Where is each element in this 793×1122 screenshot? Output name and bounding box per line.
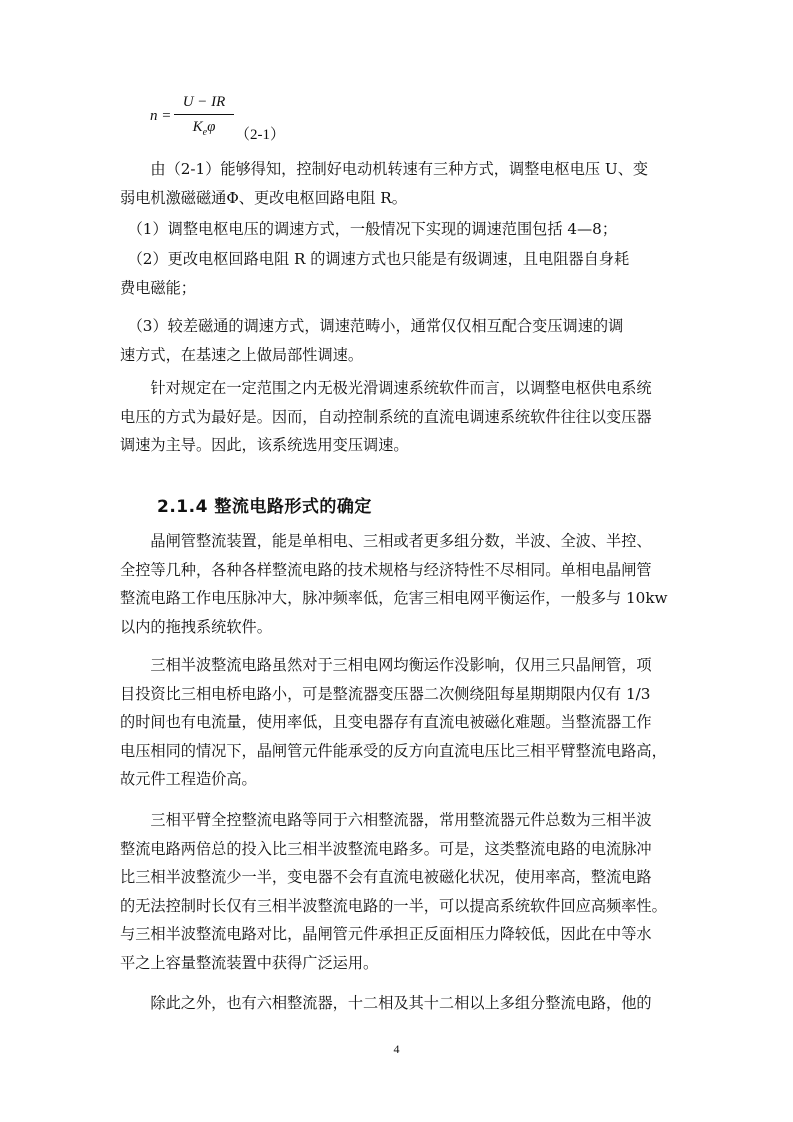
text-line: （3）较差磁通的调速方式，调速范畴小，通常仅仅相互配合变压调速的调 xyxy=(120,317,624,335)
denominator-phi: φ xyxy=(207,119,216,135)
formula-lhs: n = xyxy=(150,108,172,124)
text-line: 针对规定在一定范围之内无极光滑调速系统软件而言，以调整电枢供电系统 xyxy=(120,379,652,397)
text-line: 电压的方式为最好是。因而，自动控制系统的直流电调速系统软件往往以变压器 xyxy=(120,407,652,426)
text-line: 除此之外，也有六相整流器，十二相及其十二相以上多组分整流电路，他的 xyxy=(120,994,652,1012)
text-line: 由（2-1）能够得知，控制好电动机转速有三种方式，调整电枢电压 U、变 xyxy=(120,160,649,178)
text-line: 平之上容量整流装置中获得广泛运用。 xyxy=(120,953,379,972)
text-line: 调速为主导。因此，该系统选用变压调速。 xyxy=(120,436,409,454)
text-line: 速方式，在基速之上做局部性调速。 xyxy=(120,345,363,364)
text-line: 比三相半波整流少一半，变电器不会有直流电被磁化状况，使用率高，整流电路 xyxy=(120,868,652,886)
text-line: 三相平臂全控整流电路等同于六相整流器，常用整流器元件总数为三相半波 xyxy=(120,811,652,829)
paragraph-control-methods xyxy=(120,155,680,212)
text-line: 整流电路两倍总的投入比三相半波整流电路多。可是，这类整流电路的电流脉冲 xyxy=(120,839,652,858)
paragraph-three-phase-half-wave xyxy=(120,651,680,794)
formula-fraction xyxy=(174,93,234,142)
formula-denominator xyxy=(174,118,234,142)
text-line: 全控等几种，各种各样整流电路的技术规格与经济特性不尽相同。单相电晶闸管 xyxy=(120,560,652,579)
denominator-subscript: e xyxy=(202,127,208,138)
text-line: （1）调整电枢电压的调速方式，一般情况下实现的调速范围包括 4—8； xyxy=(120,220,618,238)
text-line: （2）更改电枢回路电阻 R 的调速方式也只能是有级调速，且电阻器自身耗 xyxy=(120,250,630,268)
paragraph-method-2 xyxy=(120,245,680,302)
paragraph-conclusion xyxy=(120,374,680,460)
formula-tag: （2-1） xyxy=(235,127,285,143)
text-line: 费电磁能； xyxy=(120,278,196,297)
text-line: 的时间也有电流量，使用率低，且变电器存有直流电被磁化难题。当整流器工作 xyxy=(120,713,652,731)
text-line: 的无法控制时长仅有三相半波整流电路的一半，可以提高系统软件回应高频率性。 xyxy=(120,896,667,915)
text-line: 三相半波整流电路虽然对于三相电网均衡运作没影响，仅用三只晶闸管，项 xyxy=(120,656,652,674)
fraction-bar xyxy=(174,114,234,115)
page-number: 4 xyxy=(393,1042,400,1056)
paragraph-other-rectifiers xyxy=(120,989,680,1018)
section-heading: 2.1.4 整流电路形式的确定 xyxy=(157,497,372,517)
text-line: 故元件工程造价高。 xyxy=(120,770,257,788)
text-line: 整流电路工作电压脉冲大，脉冲频率低，危害三相电网平衡运作，一般多与 10kw xyxy=(120,589,668,607)
text-line: 晶闸管整流装置，能是单相电、三相或者更多组分数，半波、全波、半控、 xyxy=(120,532,652,550)
denominator-k: K xyxy=(192,119,203,135)
formula-numerator: U − IR xyxy=(182,94,226,110)
text-line: 与三相半波整流电路对比，晶闸管元件承担正反面相压力降较低，因此在中等水 xyxy=(120,925,652,943)
paragraph-method-1 xyxy=(120,215,680,244)
paragraph-method-3 xyxy=(120,312,680,369)
text-line: 弱电机激磁磁通Φ、更改电枢回路电阻 R。 xyxy=(120,188,407,207)
paragraph-thyristor-devices xyxy=(120,527,680,641)
text-line: 电压相同的情况下，晶闸管元件能承受的反方向直流电压比三相平臂整流电路高， xyxy=(120,741,667,760)
text-line: 以内的拖拽系统软件。 xyxy=(120,617,272,636)
text-line: 目投资比三相电桥电路小，可是整流器变压器二次侧绕阻每星期期限内仅有 1/3 xyxy=(120,684,651,703)
speed-formula xyxy=(150,93,310,143)
paragraph-three-phase-full-control xyxy=(120,806,680,977)
